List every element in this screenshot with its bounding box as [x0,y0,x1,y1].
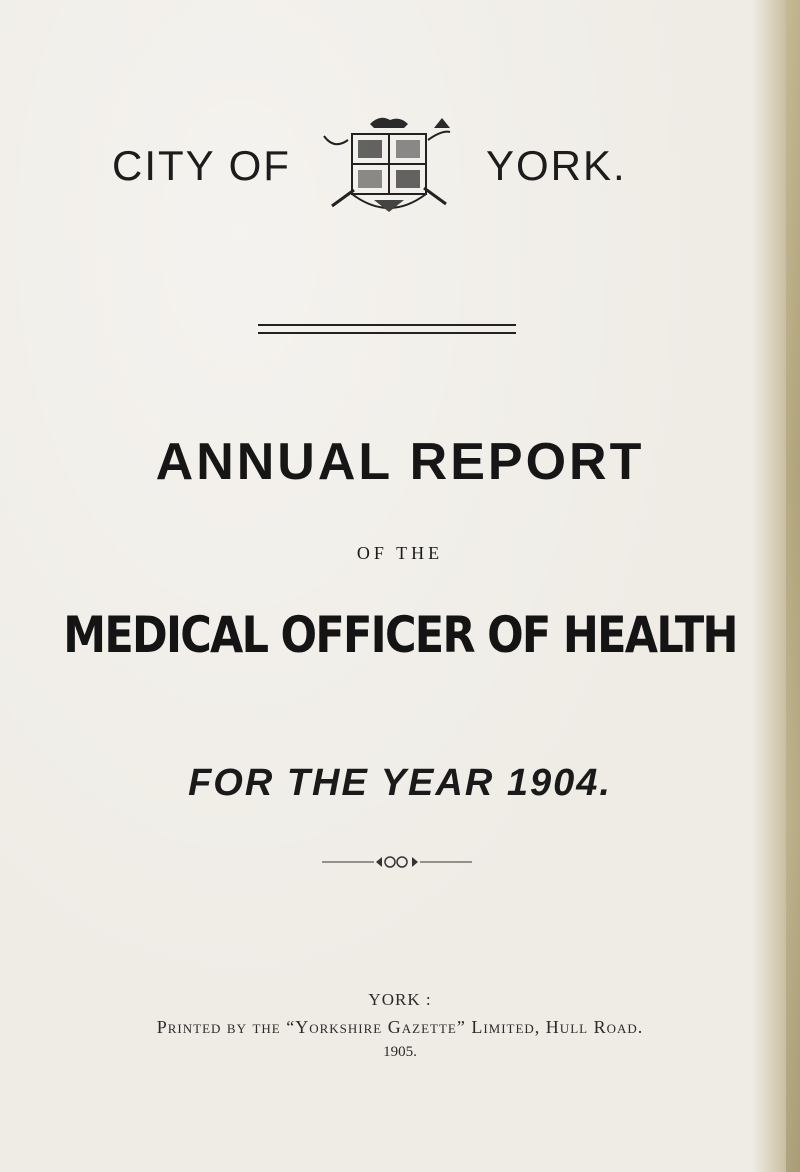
double-rule-divider [258,324,516,334]
report-heading: ANNUAL REPORT [155,433,645,491]
imprint-printer: Printed by the “Yorkshire Gazette” Limited, Hull Road. [156,1017,644,1037]
city-coat-of-arms-icon [314,110,460,220]
of-the-label: OF THE [356,543,444,563]
city-title-row [0,110,800,230]
imprint-block [0,990,800,1061]
imprint-year: 1905. [383,1044,417,1060]
decorative-divider-ornament-icon [322,853,472,871]
city-of-label: CITY OF [112,142,291,189]
imprint-place: YORK : [368,990,432,1009]
york-label: YORK. [486,142,627,189]
report-year-line: FOR THE YEAR 1904. [188,762,612,804]
report-subject: MEDICAL OFFICER OF HEALTH [63,606,737,664]
